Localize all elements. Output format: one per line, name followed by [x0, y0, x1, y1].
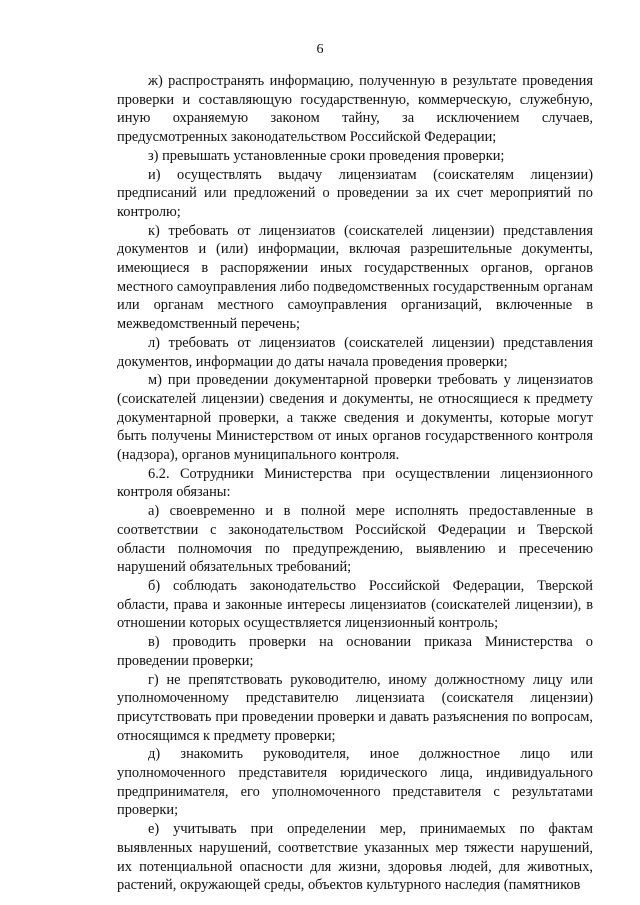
paragraph-z: з) превышать установленные сроки проведения проверки;	[148, 147, 505, 164]
paragraph-zh: ж) распространять информацию, полученную в результате проведения проверки и составляющую государственную, коммерческую, служебную, иную охраняемую законом тайну, за исключением случаев, предусмотренных законодательством Российской Федерации;	[117, 73, 593, 146]
paragraph-m: м) при проведении документарной проверки требовать у лицензиатов (соискателей лицензии) сведения и документы, не относящиеся к предмету документарной проверки, а также сведения и документы, которые могут быть получены Министерством от иных органов государственного контроля (надзора), органов муниципального контроля.	[117, 372, 593, 464]
paragraph-v: в) проводить проверки на основании приказа Министерства о проведении проверки;	[117, 634, 593, 669]
document-body	[117, 72, 593, 895]
page-number: 6	[316, 42, 324, 57]
paragraph-g: г) не препятствовать руководителю, иному должностному лицу или уполномоченному представителю лицензиата (соискателя лицензии) присутствовать при проведении проверки и давать разъяснения по вопросам, относящимся к предмету проверки;	[117, 671, 593, 744]
paragraph-a: а) своевременно и в полной мере исполнять предоставленные в соответствии с законодательством Российской Федерации и Тверской области полномочия по предупреждению, выявлению и пресечению нарушений обязательных требований;	[117, 503, 593, 576]
paragraph-k: к) требовать от лицензиатов (соискателей лицензии) представления документов и (или) информации, включая разрешительные документы, имеющиеся в распоряжении иных государственных органов, органов местного самоуправления либо подведомственных государственным органам или органам местного самоуправления организаций, включенные в межведомственный перечень;	[117, 222, 593, 333]
section-6-2-heading: 6.2. Сотрудники Министерства при осуществлении лицензионного контроля обязаны:	[117, 465, 593, 501]
paragraph-b: б) соблюдать законодательство Российской Федерации, Тверской области, права и законные интересы лицензиатов (соискателей лицензии), в отношении которых осуществляется лицензионный контроль;	[117, 577, 593, 632]
paragraph-d: д) знакомить руководителя, иное должностное лицо или уполномоченного представителя юридического лица, индивидуального предпринимателя, его уполномоченного представителя с результатами проверки;	[117, 746, 593, 819]
paragraph-l: л) требовать от лицензиатов (соискателей лицензии) представления документов, информации до даты начала проведения проверки;	[117, 334, 593, 370]
paragraph-i: и) осуществлять выдачу лицензиатам (соискателям лицензии) предписаний или предложений о проведении за их счет мероприятий по контролю;	[117, 166, 593, 220]
paragraph-e: е) учитывать при определении мер, принимаемых по фактам выявленных нарушений, соответствие указанных мер тяжести нарушений, их потенциальной опасности для жизни, здоровья людей, для животных, растений, окружающей среды, объектов культурного наследия (памятников	[117, 821, 593, 894]
